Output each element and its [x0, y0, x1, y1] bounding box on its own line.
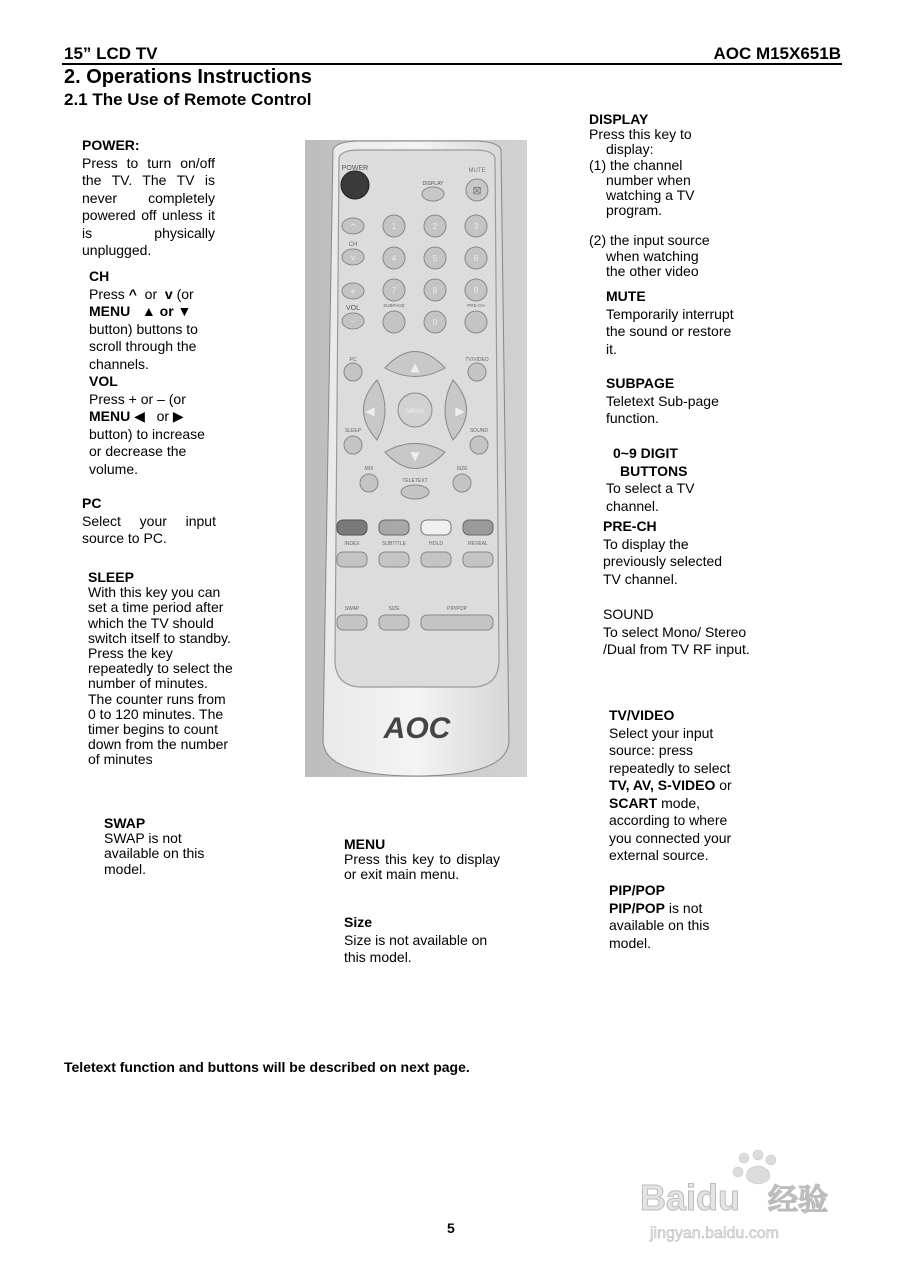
- power-desc: [82, 137, 215, 260]
- svg-text:v: v: [350, 253, 356, 262]
- tvvideo-desc: [609, 707, 751, 865]
- sound-desc: [603, 606, 753, 659]
- prech-desc: [603, 518, 743, 588]
- ch-line2: MENU ▲ or ▼: [89, 303, 192, 319]
- tvvideo-title: TV/VIDEO: [609, 707, 675, 723]
- digit-2: 2: [432, 222, 438, 231]
- menu-desc: [344, 837, 500, 883]
- digit-3: 3: [473, 222, 479, 231]
- sound-title: SOUND: [603, 606, 654, 622]
- pc-desc: [82, 495, 216, 548]
- remote-prech-label: PRE-CH: [467, 303, 485, 308]
- digits-body: To select a TV channel.: [606, 480, 695, 514]
- sleep-title: SLEEP: [88, 569, 134, 585]
- pippop-title: PIP/POP: [609, 882, 666, 898]
- watermark-cn: 经验: [768, 1183, 828, 1218]
- header-rule: [62, 63, 842, 65]
- svg-text:▶: ▶: [455, 404, 465, 418]
- display-intro: Press this key to display:: [589, 126, 692, 158]
- remote-index-label: INDEX: [344, 541, 360, 547]
- ch-body: button) buttons to scroll through the channels.: [89, 320, 198, 372]
- remote-hold-label: HOLD: [429, 541, 443, 547]
- ch-line1: Press ^ or v (or: [89, 285, 194, 302]
- digit-4: 4: [391, 254, 397, 263]
- remote-reveal-label: REVEAL: [468, 541, 488, 547]
- digits-desc: [606, 445, 726, 515]
- power-title: POWER:: [82, 137, 140, 153]
- tvvideo-body: Select your input source: press repeatedly to select TV, AV, S-VIDEO or SCART mode, according to where you connected your external source.: [609, 724, 732, 863]
- remote-subpage-label: SUBPAGE: [383, 303, 405, 308]
- watermark-brand: Baidu: [640, 1177, 741, 1218]
- vol-body: button) to increase or decrease the volume.: [89, 425, 205, 477]
- svg-text:^: ^: [349, 223, 357, 233]
- page-number: 5: [447, 1220, 455, 1236]
- display-item1: (1) the channel number when watching a TV program.: [589, 156, 695, 219]
- remote-tvvideo-label: TV/VIDEO: [465, 357, 489, 363]
- ch-title: CH: [89, 268, 110, 284]
- remote-subtitle-label: SUBTITLE: [382, 541, 406, 547]
- prech-title: PRE-CH: [603, 518, 657, 534]
- svg-text:⊠: ⊠: [472, 184, 482, 197]
- digits-title: 0~9 DIGIT BUTTONS: [613, 445, 688, 479]
- vol-title: VOL: [89, 373, 118, 389]
- remote-menu-label: MENU: [406, 409, 424, 415]
- mute-title: MUTE: [606, 288, 646, 304]
- remote-pippop-label: PIP/POP: [446, 606, 468, 612]
- pippop-desc: [609, 882, 729, 952]
- vol-line2: MENU ◀ or ▶: [89, 408, 184, 424]
- sound-body: To select Mono/ Stereo /Dual from TV RF input.: [603, 623, 750, 657]
- menu-title: MENU: [344, 836, 386, 852]
- pc-body: Select your input source to PC.: [82, 512, 216, 546]
- remote-power-label: POWER: [341, 165, 369, 172]
- swap-body: SWAP is not available on this model.: [104, 830, 205, 877]
- display-item2: (2) the input source when watching the other video: [589, 232, 710, 279]
- teletext-note: Teletext function and buttons will be described on next page.: [64, 1059, 470, 1075]
- watermark-url: jingyan.baidu.com: [650, 1225, 779, 1242]
- remote-ch-label: CH: [348, 242, 358, 248]
- subpage-desc: [606, 375, 741, 428]
- size-title: Size: [344, 914, 373, 930]
- digit-5: 5: [432, 254, 438, 263]
- header-model-type: 15” LCD TV: [64, 44, 158, 63]
- display-title: DISPLAY: [589, 112, 649, 127]
- remote-sleep-label: SLEEP: [344, 428, 362, 434]
- size-desc: [344, 914, 494, 967]
- mute-desc: [606, 288, 746, 358]
- vol-line1: Press + or – (or: [89, 390, 186, 407]
- remote-control-photo: [305, 140, 527, 777]
- remote-swap-label: SWAP: [344, 606, 360, 612]
- digit-8: 8: [432, 286, 438, 295]
- svg-text:◀: ◀: [365, 404, 375, 418]
- subsection-title: 2.1 The Use of Remote Control: [64, 90, 312, 109]
- remote-vol-label: VOL: [345, 305, 361, 312]
- header-model-number: AOC M15X651B: [713, 44, 841, 63]
- remote-pc-label: PC: [349, 357, 357, 363]
- mute-body: Temporarily interrupt the sound or restore it.: [606, 305, 734, 357]
- sleep-desc: [88, 570, 234, 768]
- remote-mute-label: MUTE: [468, 168, 486, 174]
- swap-title: SWAP: [104, 815, 146, 831]
- svg-text:▼: ▼: [410, 449, 420, 463]
- display-desc: [589, 112, 714, 280]
- remote-size-label: SIZE: [456, 466, 468, 472]
- digit-9: 9: [473, 286, 479, 295]
- menu-body: Press this key to display or exit main menu.: [344, 851, 500, 883]
- remote-display-label: DISPLAY: [422, 181, 444, 187]
- svg-text:▲: ▲: [410, 360, 420, 374]
- swap-desc: [104, 816, 224, 877]
- digit-1: 1: [391, 222, 397, 231]
- section-title: 2. Operations Instructions: [64, 66, 312, 88]
- digit-6: 6: [473, 254, 479, 263]
- remote-brand-logo: AOC: [383, 712, 451, 745]
- digit-0: 0: [432, 318, 438, 327]
- digit-7: 7: [391, 286, 397, 295]
- remote-size2-label: SIZE: [388, 606, 400, 612]
- baidu-watermark: [640, 1150, 860, 1250]
- prech-body: To display the previously selected TV channel.: [603, 535, 723, 587]
- subpage-title: SUBPAGE: [606, 375, 675, 391]
- subpage-body: Teletext Sub-page function.: [606, 392, 719, 426]
- power-body: Press to turn on/off the TV. The TV is never completely powered off unless it is physically unplugged.: [82, 154, 215, 258]
- sleep-body: With this key you can set a time period after which the TV should switch itself to standby. Press the key repeatedly to select the number of minutes. The counter runs from 0 to 120 minutes. The timer begins to count down from the number of minutes: [88, 584, 233, 768]
- remote-sound-label: SOUND: [469, 428, 489, 434]
- size-body: Size is not available on this model.: [344, 931, 488, 965]
- pc-title: PC: [82, 495, 102, 511]
- pippop-body: PIP/POP is not available on this model.: [609, 899, 710, 951]
- svg-text:+: +: [349, 287, 357, 296]
- power-btn-shape: [341, 171, 369, 199]
- ch-vol-desc: [89, 268, 219, 478]
- remote-teletext-label: TELETEXT: [402, 478, 428, 484]
- remote-mix-label: MIX: [364, 466, 374, 472]
- svg-text:–: –: [351, 317, 355, 326]
